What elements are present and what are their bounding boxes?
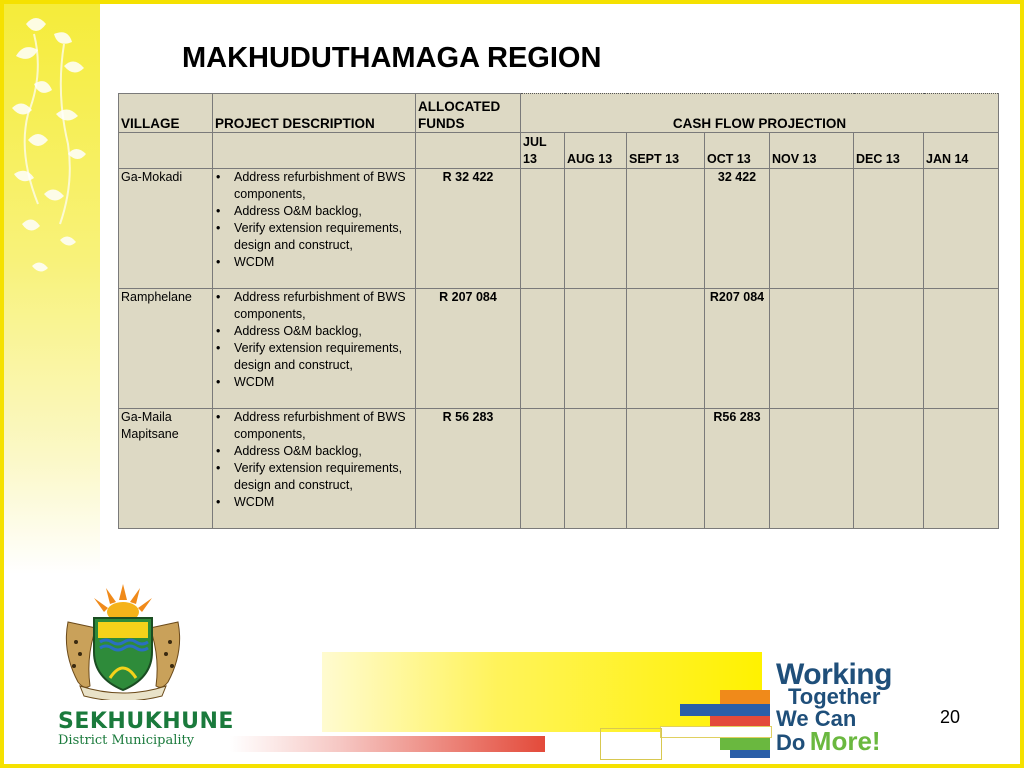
project-description-cell [213,169,416,289]
list-item: • Verify extension requirements, design and construct, [215,460,413,494]
header-blank [213,133,416,169]
village-cell: Ga-Maila Mapitsane [119,409,213,529]
village-cell: Ramphelane [119,289,213,409]
list-item: • Address O&M backlog, [215,323,413,340]
table-row [119,409,999,529]
footer-color-blocks [600,690,770,760]
list-item: • Address refurbishment of BWS components, [215,289,413,323]
month-cell [924,409,999,529]
list-item: • WCDM [215,254,413,271]
month-cell [627,289,705,409]
month-header: NOV 13 [770,133,854,169]
bullet-list [215,289,413,391]
month-header: OCT 13 [705,133,770,169]
allocated-funds-cell: R 32 422 [416,169,521,289]
list-item: • WCDM [215,374,413,391]
month-cell [521,289,565,409]
slogan-line2: Together [788,684,881,709]
bullet-list [215,409,413,511]
list-item: • WCDM [215,494,413,511]
month-cell [770,409,854,529]
logo-name: SEKHUKHUNE [58,709,234,734]
month-cell [854,169,924,289]
month-cell [770,169,854,289]
month-header: DEC 13 [854,133,924,169]
list-item: • Address O&M backlog, [215,203,413,220]
month-cell [770,289,854,409]
oct13-cell: R56 283 [705,409,770,529]
month-header: AUG 13 [565,133,627,169]
page-number: 20 [940,707,961,727]
footer-red-band [230,736,545,752]
oct13-cell: 32 422 [705,169,770,289]
month-header: JAN 14 [924,133,999,169]
list-item: • Verify extension requirements, design and construct, [215,340,413,374]
header-cash-flow-projection: CASH FLOW PROJECTION [521,94,999,133]
oct13-cell: R207 084 [705,289,770,409]
logo-subtitle: District Municipality [58,733,195,748]
month-cell [924,169,999,289]
bullet-list [215,169,413,271]
month-cell [854,289,924,409]
leaf-decoration [4,4,100,574]
month-cell [565,409,627,529]
month-cell [854,409,924,529]
list-item: • Address refurbishment of BWS components, [215,169,413,203]
allocated-funds-cell: R 56 283 [416,409,521,529]
list-item: • Address refurbishment of BWS components, [215,409,413,443]
project-description-cell [213,409,416,529]
header-row [119,94,999,133]
header-blank [119,133,213,169]
allocated-funds-cell: R 207 084 [416,289,521,409]
month-header-row [119,133,999,169]
month-cell [627,409,705,529]
month-cell [924,289,999,409]
leaf-pattern-icon [4,4,100,364]
month-cell [565,289,627,409]
slide-title: MAKHUDUTHAMAGA REGION [182,42,602,74]
slogan-line1: Working [776,658,892,691]
month-cell [627,169,705,289]
month-cell [565,169,627,289]
header-allocated-funds: ALLOCATED FUNDS [416,94,521,133]
header-project-description: PROJECT DESCRIPTION [213,94,416,133]
slogan-line4b: More! [809,726,881,756]
month-header: JUL 13 [521,133,565,169]
cash-flow-table [118,93,999,529]
month-cell [521,169,565,289]
village-cell: Ga-Mokadi [119,169,213,289]
logo-text [58,709,234,748]
slogan-logo [776,658,936,757]
slogan-line3: We Can [776,706,857,731]
header-village: VILLAGE [119,94,213,133]
list-item: • Address O&M backlog, [215,443,413,460]
month-cell [521,409,565,529]
table-row [119,169,999,289]
sekhukhune-crest-icon [58,582,188,700]
month-header: SEPT 13 [627,133,705,169]
header-blank [416,133,521,169]
project-description-cell [213,289,416,409]
table-row [119,289,999,409]
list-item: • Verify extension requirements, design and construct, [215,220,413,254]
slogan-line4a: Do [776,730,806,755]
